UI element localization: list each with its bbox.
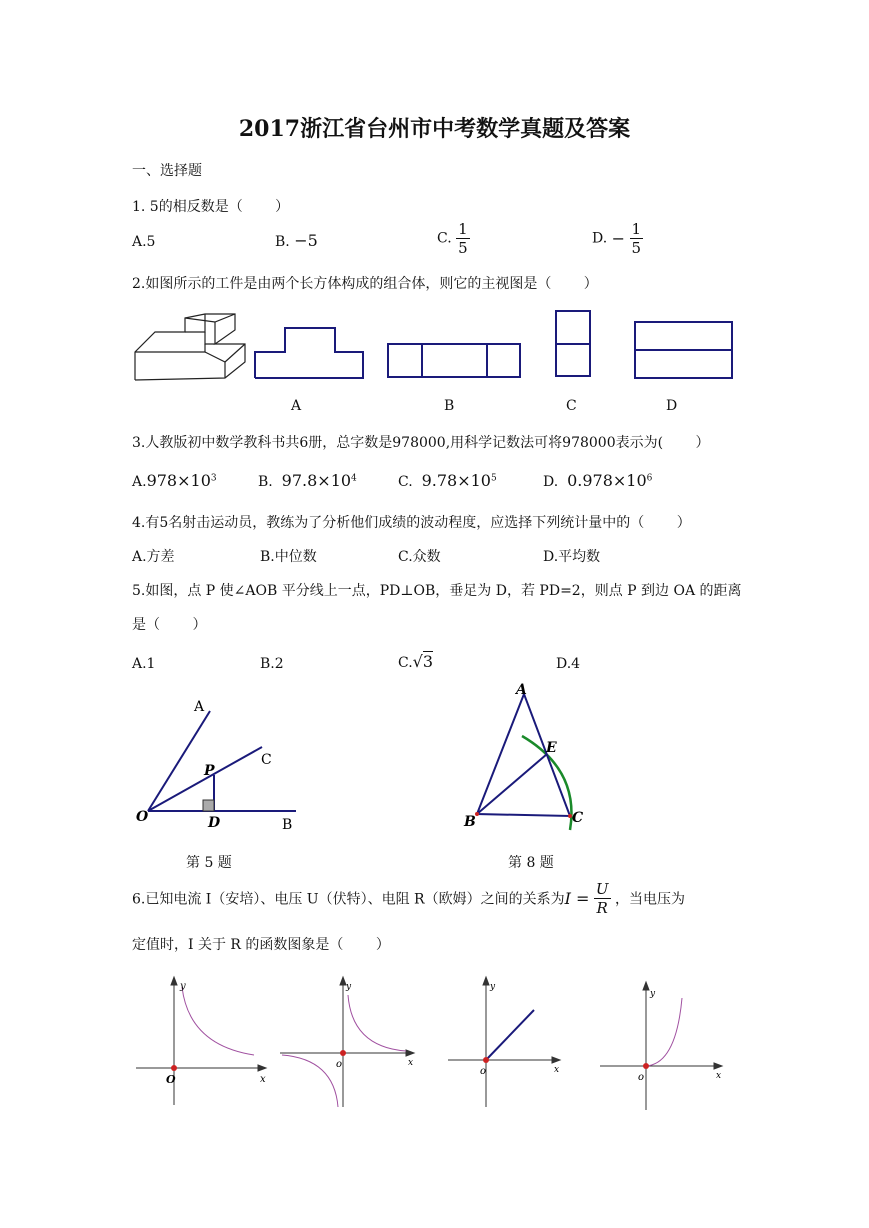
q2-label-b: B: [444, 398, 455, 414]
q6-graph-a: [134, 975, 274, 1110]
q2-label-c: C: [566, 398, 577, 414]
fig5-label-d: D: [208, 815, 221, 831]
q2-option-b-figure: [388, 344, 520, 377]
svg-text:O: O: [166, 1073, 176, 1086]
svg-text:x: x: [554, 1065, 560, 1075]
q2-option-a-figure: [255, 328, 363, 378]
q6-stem-line2: 定值时，I 关于 R 的函数图象是（ ）: [132, 937, 390, 953]
q5-stem-line2: 是（ ）: [132, 617, 207, 633]
q3-option-a: $A.978\times 10^3$: [132, 471, 217, 490]
q3-option-c: C. $9.78\times 10^5$: [398, 471, 497, 490]
q2-label-a: A: [291, 398, 302, 414]
figure-8: [460, 680, 600, 840]
svg-text:x: x: [716, 1071, 722, 1081]
q2-option-c-figure: [556, 311, 590, 376]
q5-option-c: C.√3: [398, 652, 434, 671]
fig5-label-b: B: [282, 817, 293, 833]
q2-label-d: D: [666, 398, 678, 414]
q3-option-b: B. $97.8\times 10^4$: [258, 471, 357, 490]
figure-5: [130, 695, 310, 835]
fig8-label-a: A: [516, 682, 527, 698]
page-title: 2017浙江省台州市中考数学真题及答案: [238, 116, 631, 142]
fig8-label-c: C: [572, 810, 584, 826]
q1-stem: 1. 5的相反数是（ ）: [132, 199, 290, 215]
q3-option-d: D. $0.978\times 10^6$: [543, 471, 653, 490]
fig5-label-a: A: [194, 699, 205, 715]
q4-option-b: B.中位数: [260, 549, 317, 565]
q6-stem-line1: 6.已知电流 I（安培）、电压 U（伏特）、电阻 R（欧姆）之间的关系为I = $\frac{U}{R}$ ，当电压为: [132, 880, 685, 917]
svg-text:y: y: [180, 981, 186, 992]
q2-figures: [125, 300, 745, 395]
svg-text:o: o: [336, 1059, 343, 1070]
q3-stem: 3.人教版初中数学教科书共6册，总字数是978000,用科学记数法可将978000表示为( ）: [132, 435, 710, 451]
q2-stem: 2.如图所示的工件是由两个长方体构成的组合体，则它的主视图是（ ）: [132, 276, 598, 292]
q1-option-a: A.5: [132, 234, 156, 250]
svg-text:y: y: [490, 982, 496, 992]
q6-graph-c: [446, 975, 566, 1110]
q1-option-c: C. $\frac{1}{5}$: [437, 220, 468, 257]
q2-option-d-figure: [635, 322, 732, 378]
svg-text:y: y: [650, 989, 656, 999]
q5-option-b: B.2: [260, 656, 284, 672]
q5-option-d: D.4: [556, 656, 581, 672]
svg-text:o: o: [480, 1066, 487, 1077]
q6-graph-d: [598, 980, 728, 1115]
svg-text:o: o: [638, 1072, 645, 1083]
fig5-label-c: C: [261, 752, 272, 768]
q4-stem: 4.有5名射击运动员，教练为了分析他们成绩的波动程度，应选择下列统计量中的（ ）: [132, 515, 691, 531]
fig8-label-e: E: [546, 740, 557, 756]
q4-option-d: D.平均数: [543, 549, 601, 565]
q4-option-a: A.方差: [132, 549, 175, 565]
q1-option-b: B. −5: [275, 231, 318, 250]
section-heading: 一、选择题: [132, 163, 202, 179]
q2-solid-figure: [135, 314, 245, 380]
fig8-caption: 第 8 题: [508, 855, 554, 871]
q5-stem-line1: 5.如图，点 P 使∠AOB 平分线上一点，PD⊥OB，垂足为 D，若 PD=2，则点 P 到边 OA 的距离: [132, 583, 742, 599]
fig5-caption: 第 5 题: [186, 855, 232, 871]
q6-graph-b: [278, 975, 418, 1110]
q4-option-c: C.众数: [398, 549, 441, 565]
fig5-label-p: P: [204, 763, 215, 779]
svg-text:x: x: [408, 1058, 414, 1068]
q1-option-d: D. − $\frac{1}{5}$: [592, 220, 642, 257]
fig5-label-o: O: [136, 809, 149, 825]
svg-text:y: y: [346, 982, 352, 992]
q5-option-a: A.1: [132, 656, 156, 672]
svg-text:x: x: [260, 1074, 266, 1085]
fig8-label-b: B: [464, 814, 476, 830]
